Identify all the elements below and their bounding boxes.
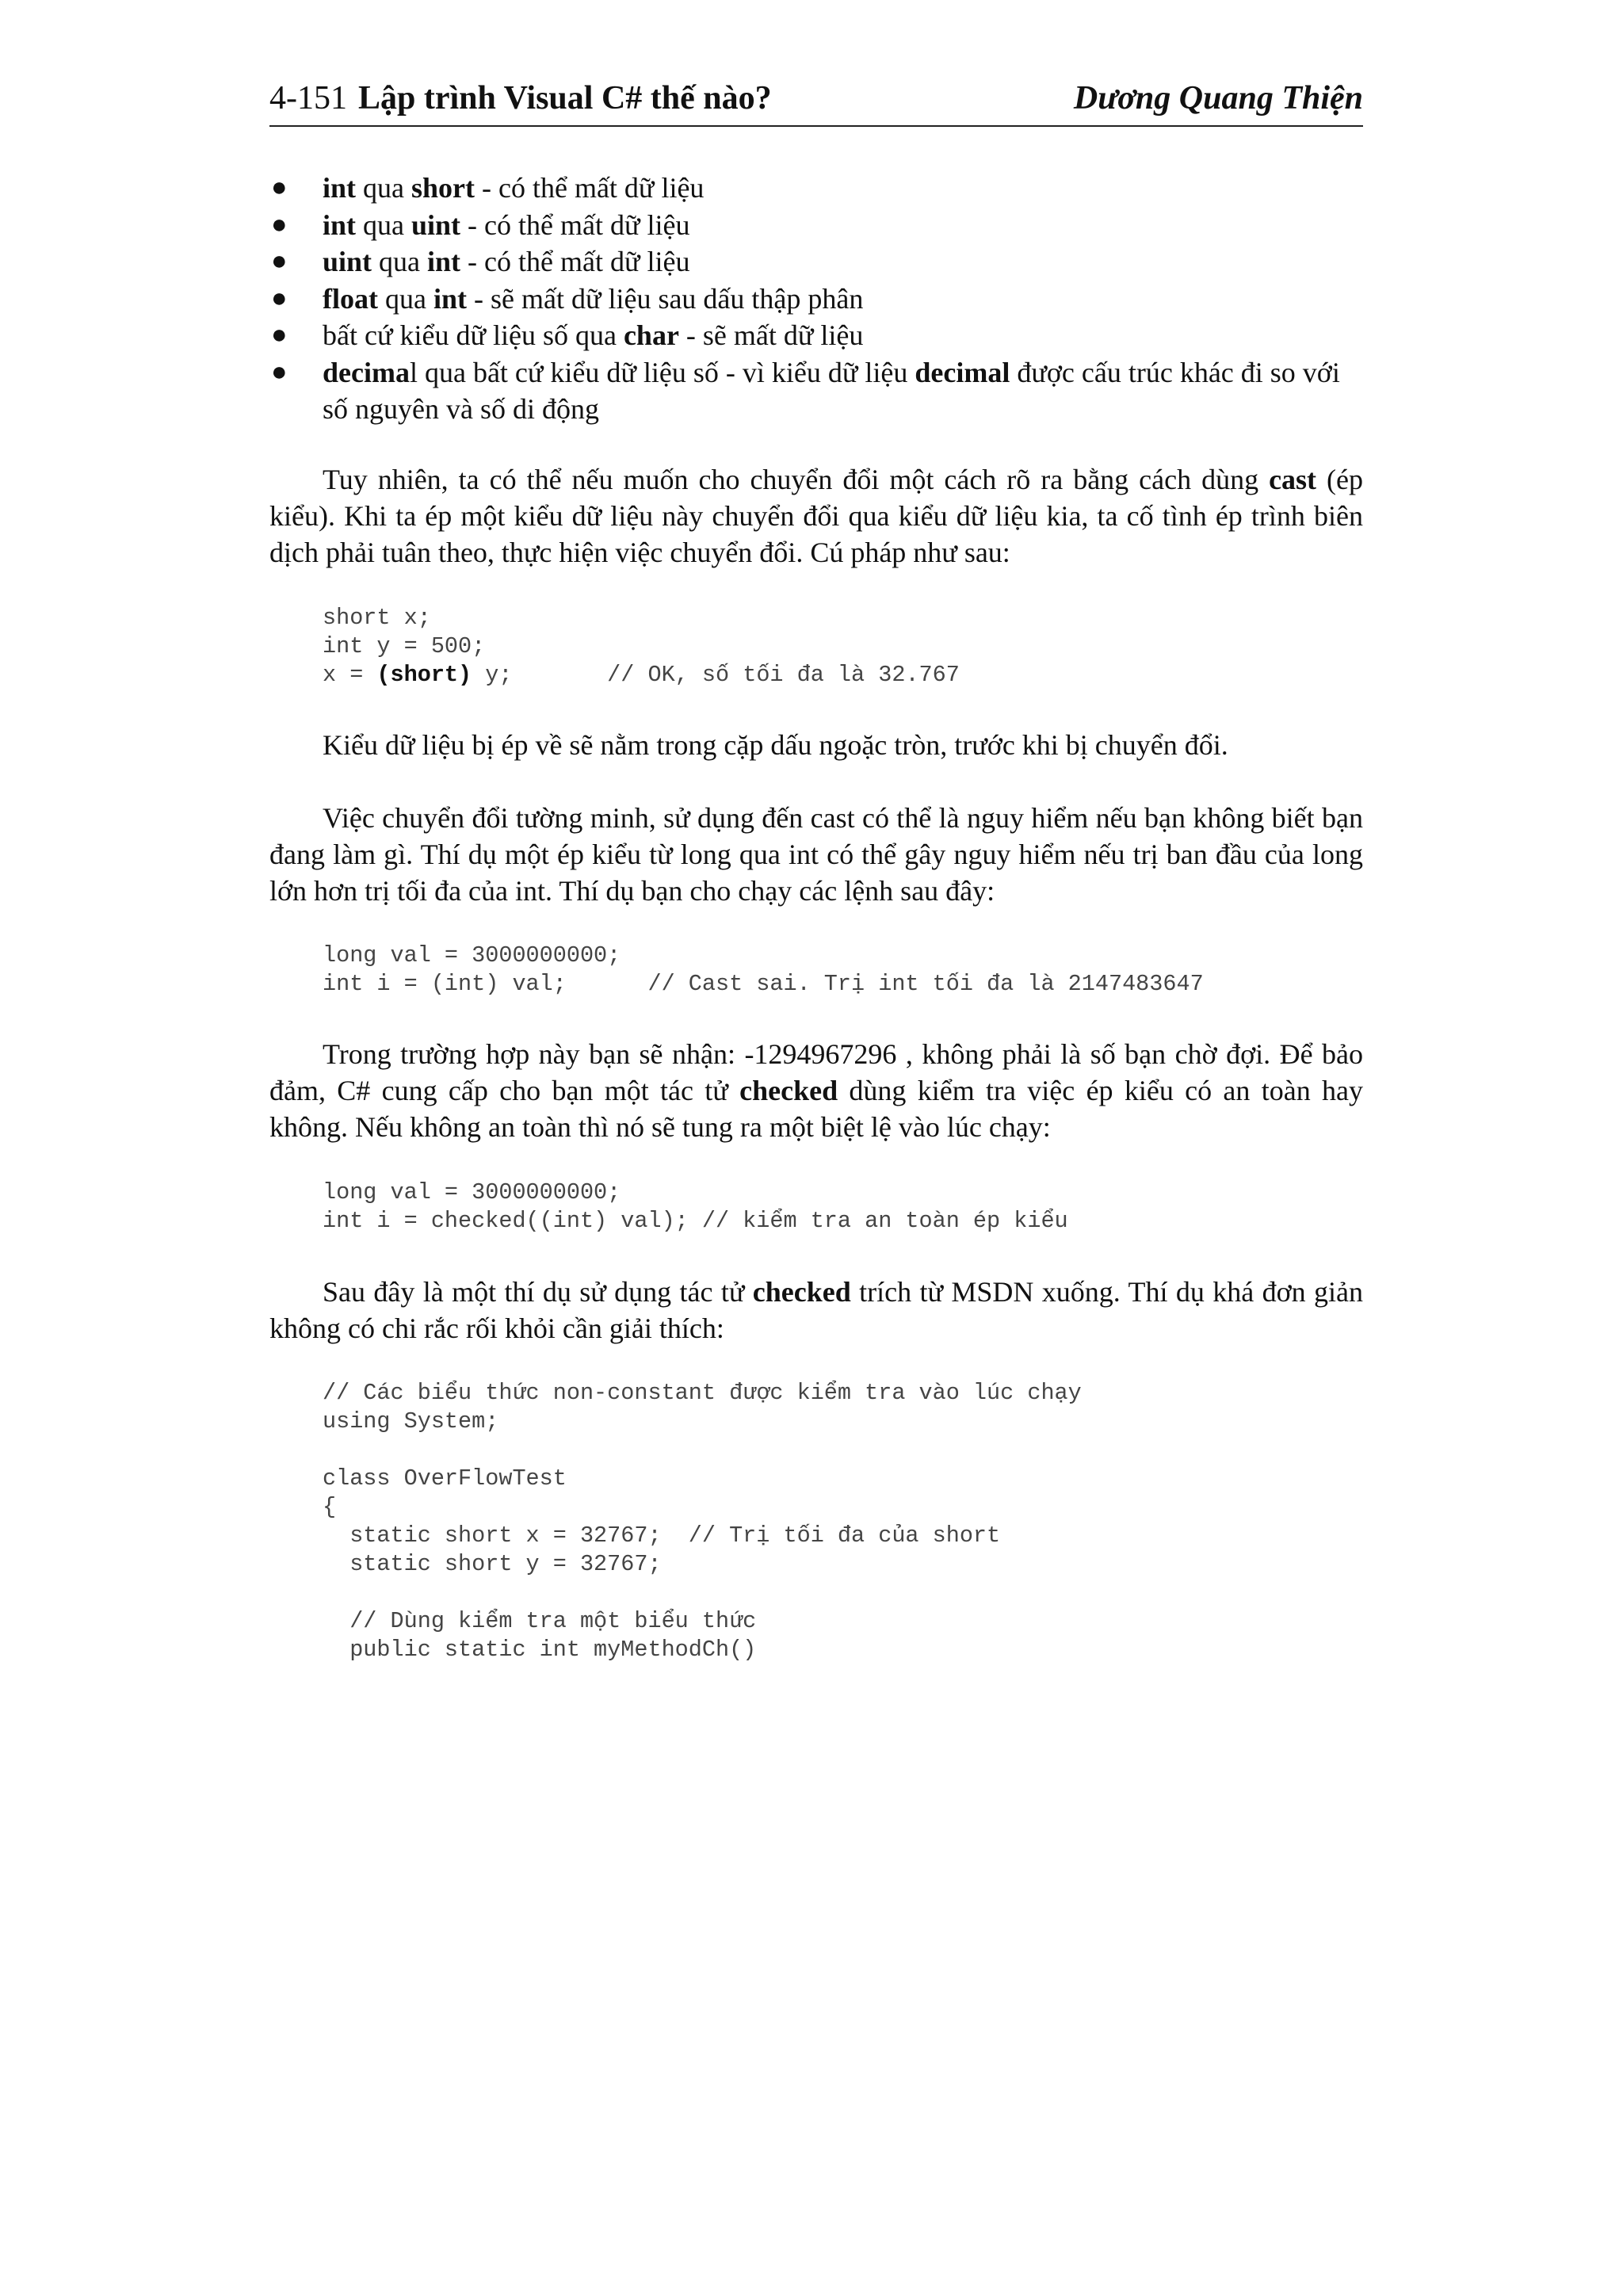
list-item: ● bất cứ kiểu dữ liệu số qua char - sẽ mất dữ liệu — [269, 317, 1363, 354]
list-item: ● decimal qua bất cứ kiểu dữ liệu số - vì kiểu dữ liệu decimal được cấu trúc khác đi so với số nguyên và số di động — [269, 354, 1363, 428]
code-block-checked: long val = 3000000000; int i = checked((int) val); // kiểm tra an toàn ép kiểu — [323, 1179, 1068, 1234]
bullet-icon: ● — [271, 357, 288, 387]
bullet-icon: ● — [271, 246, 288, 276]
header-left — [269, 79, 772, 117]
list-item: ● uint qua int - có thể mất dữ liệu — [269, 243, 1363, 281]
book-title: Lập trình Visual C# thế nào? — [358, 80, 772, 117]
bullet-icon: ● — [271, 173, 288, 202]
bullet-icon: ● — [271, 320, 288, 350]
list-item: ● float qua int - sẽ mất dữ liệu sau dấu thập phân — [269, 281, 1363, 318]
page-number: 4-151 — [269, 80, 347, 117]
bullet-icon: ● — [271, 209, 288, 239]
paragraph-checked-intro: Trong trường hợp này bạn sẽ nhận: -1294967296 , không phải là số bạn chờ đợi. Để bảo đảm, C# cung cấp cho bạn một tác tử checked dùng kiểm tra việc ép kiểu có an toàn hay không. Nếu không an toàn thì nó sẽ tung ra một biệt lệ vào lúc chạy: — [269, 1038, 1363, 1143]
list-item: ● int qua short - có thể mất dữ liệu — [269, 170, 1363, 207]
list-item: ● int qua uint - có thể mất dữ liệu — [269, 207, 1363, 244]
paragraph-msdn-example: Sau đây là một thí dụ sử dụng tác tử checked trích từ MSDN xuống. Thí dụ khá đơn giản không có chi rắc rối khỏi cần giải thích: — [269, 1276, 1363, 1344]
conversion-list — [269, 170, 1363, 428]
bullet-icon: ● — [271, 283, 288, 313]
paragraph-cast-danger: Việc chuyển đổi tường minh, sử dụng đến cast có thể là nguy hiểm nếu bạn không biết bạn đang làm gì. Thí dụ một ép kiểu từ long qua int có thể gây nguy hiểm nếu trị ban đầu của long lớn hơn trị tối đa của int. Thí dụ bạn cho chạy các lệnh sau đây: — [269, 802, 1363, 907]
paragraph-cast-note: Kiểu dữ liệu bị ép về sẽ nằm trong cặp dấu ngoặc tròn, trước khi bị chuyển đổi. — [323, 729, 1228, 761]
page-header — [269, 76, 1363, 127]
code-block-wrong-cast: long val = 3000000000; int i = (int) val; // Cast sai. Trị int tối đa là 2147483647 — [323, 942, 1204, 997]
code-block-cast: short x; int y = 500; x = (short) y; // OK, số tối đa là 32.767 — [323, 605, 960, 688]
paragraph-cast-intro: Tuy nhiên, ta có thể nếu muốn cho chuyển đổi một cách rõ ra bằng cách dùng cast (ép kiểu). Khi ta ép một kiểu dữ liệu này chuyển đổi qua kiểu dữ liệu kia, ta cố tình ép trình biên dịch phải tuân theo, thực hiện việc chuyển đổi. Cú pháp như sau: — [269, 464, 1363, 568]
code-block-overflow-test: // Các biểu thức non-constant được kiểm tra vào lúc chạy using System; class OverFlowTest { static short x = 32767; // Trị tối đa của short static short y = 32767; // Dùng kiểm tra một biểu thức public static int myMethodCh() — [323, 1380, 1082, 1663]
author-name: Dương Quang Thiện — [1073, 80, 1363, 117]
